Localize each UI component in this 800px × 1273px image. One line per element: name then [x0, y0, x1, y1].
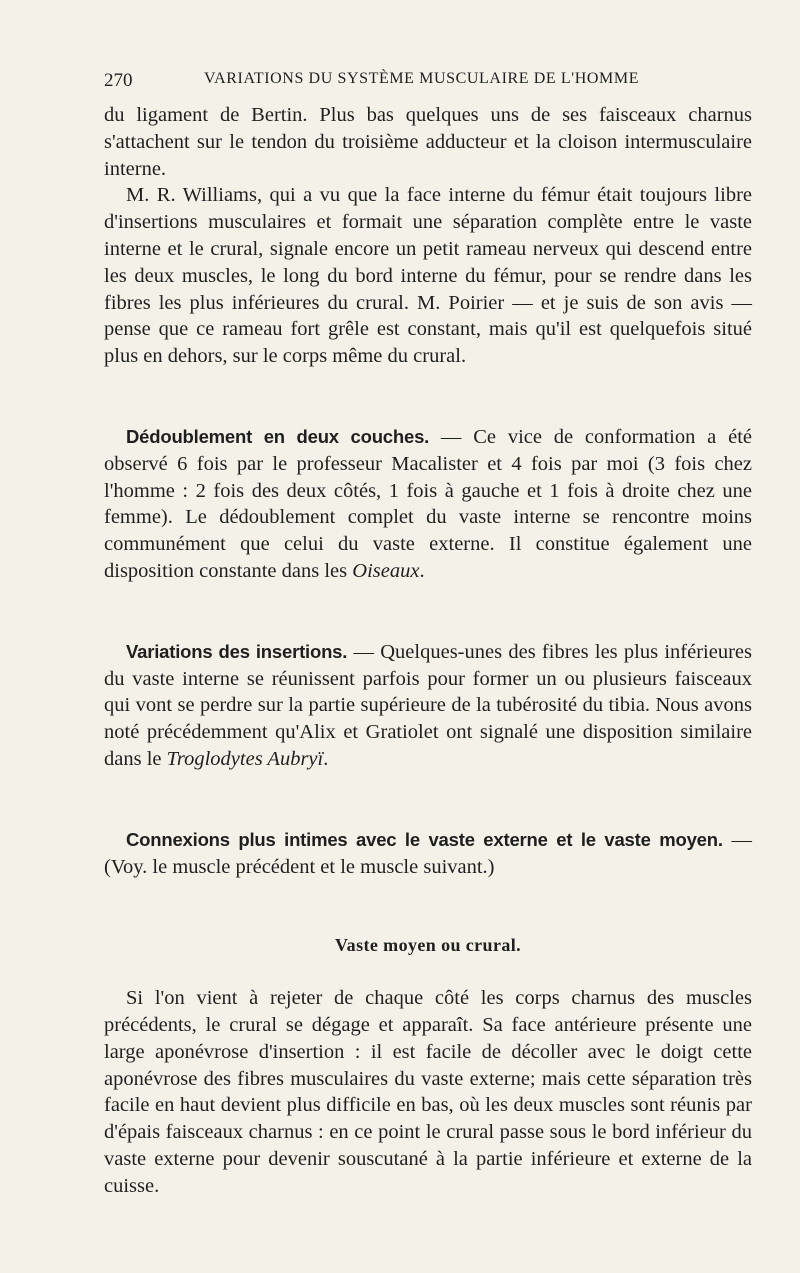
running-title: VARIATIONS DU SYSTÈME MUSCULAIRE DE L'HOMME [204, 70, 640, 87]
paragraph-connexions [104, 827, 752, 881]
paragraph-dedoublement-end: . [419, 559, 425, 582]
paragraph-variations-end: . [323, 747, 329, 770]
run-in-heading-dedoublement: Dédoublement en deux couches. [126, 425, 430, 447]
page-header [104, 70, 750, 96]
paragraph-connexions-text: — (Voy. le muscle précédent et le muscle suivant.) [104, 828, 753, 878]
italic-troglodytes: Troglodytes Aubryï [166, 747, 324, 770]
paragraph-dedoublement [104, 424, 752, 585]
section-title: Vaste moyen ou crural. [334, 935, 522, 956]
run-in-heading-connexions: Connexions plus intimes avec le vaste externe et le vaste moyen. [126, 828, 723, 850]
paragraph-variations-text: — Quelques-unes des fibres les plus inférieures du vaste interne se réunissent parfois pour former un ou plusieurs faisceaux qui vont se perdre sur la partie supérieure de la tubérosité du tibia. Nous avons noté précédemment qu'Alix et Gratiolet ont signalé une disposition similaire dans le [104, 640, 752, 770]
page-number: 270 [104, 70, 133, 91]
paragraph-dedoublement-text: — Ce vice de conformation a été observé 6 fois par le professeur Macalister et 4 fois par moi (3 fois chez l'homme : 2 fois des deux côtés, 1 fois à gauche et 1 fois à droite chez une femme). Le dédoublement complet du vaste interne se rencontre moins communément que celui du vaste externe. Il constitue également une disposition constante dans les [104, 425, 752, 582]
paragraph-variations-insertions [104, 639, 752, 773]
paragraph-continuation: du ligament de Bertin. Plus bas quelques uns de ses faisceaux charnus s'attachent sur le tendon du troisième adducteur et la cloison intermusculaire interne. [104, 104, 752, 180]
paragraph-williams: M. R. Williams, qui a vu que la face interne du fémur était toujours libre d'insertions musculaires et formait une séparation complète entre le vaste interne et le crural, signale encore un petit rameau nerveux qui descend entre les deux muscles, le long du bord interne du fémur, pour se rendre dans les fibres les plus inférieures du crural. M. Poirier — et je suis de son avis — pense que ce rameau fort grêle est constant, mais qu'il est quelquefois situé plus en dehors, sur le corps même du crural. [104, 184, 752, 368]
body-text [104, 102, 752, 1200]
run-in-heading-variations: Variations des insertions. [126, 640, 348, 662]
paragraph-crural: Si l'on vient à rejeter de chaque côté les corps charnus des muscles précédents, le crural se dégage et apparaît. Sa face antérieure présente une large aponévrose d'insertion : il est facile de décoller avec le doigt cette aponévrose des fibres musculaires du vaste externe; mais cette séparation très facile en haut devient plus difficile en bas, où les deux muscles sont réunis par d'épais faisceaux charnus : en ce point le crural passe sous le bord inférieur du vaste externe pour devenir souscutané à la partie inférieure et externe de la cuisse. [104, 987, 752, 1197]
italic-oiseaux: Oiseaux [352, 559, 420, 582]
